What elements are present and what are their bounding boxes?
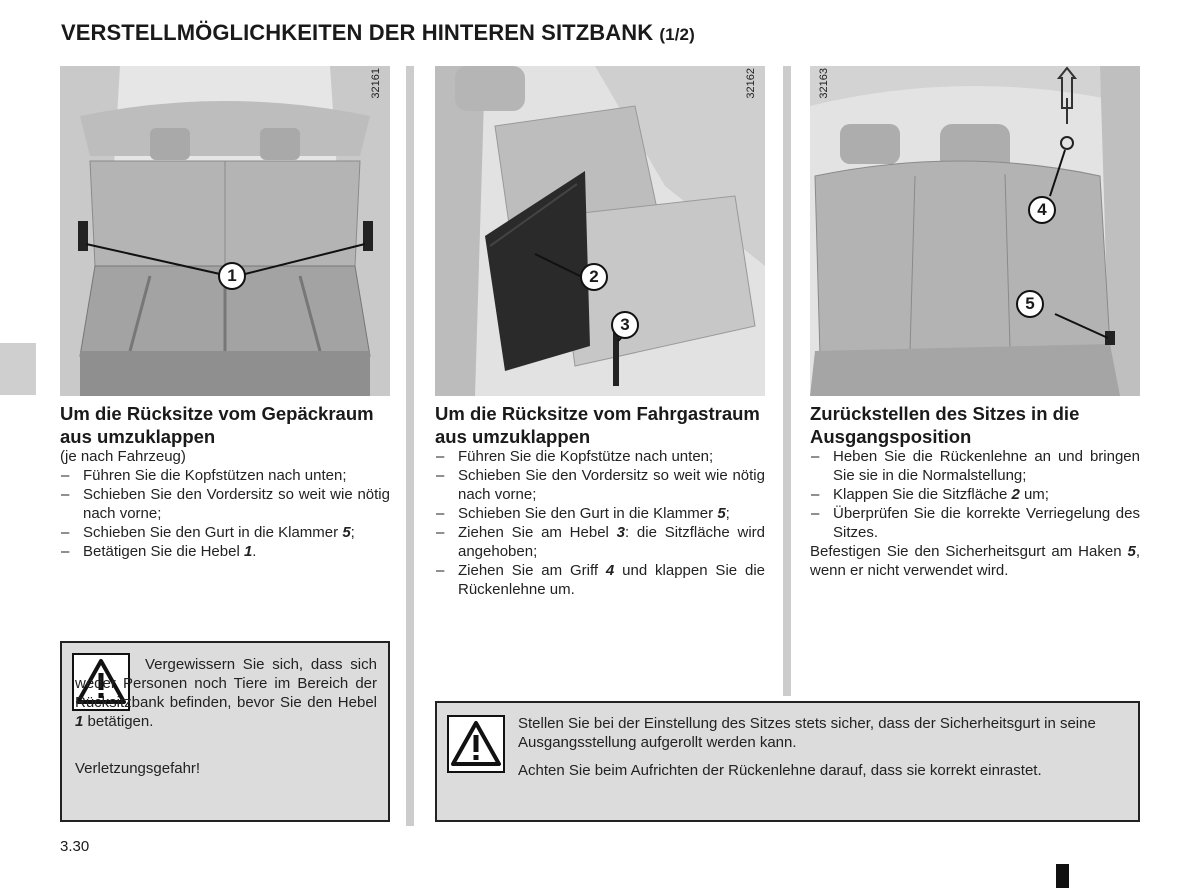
list-item: – Schieben Sie den Vordersitz so weit wie nötig nach vorne;: [435, 466, 765, 504]
section-2-title: Um die Rücksitze vom Fahrgastraum aus umzuklappen: [435, 403, 760, 447]
list-item: – Schieben Sie den Gurt in die Klammer 5;: [435, 504, 765, 523]
warning-1-text: Vergewissern Sie sich, dass sich weder Personen noch Tiere im Bereich der Rücksitzbank befinden, bevor Sie den Hebel 1 betätigen.: [75, 656, 377, 730]
image-code: 32161: [370, 68, 382, 99]
section-1-body: [60, 447, 390, 561]
list-item: – Schieben Sie den Gurt in die Klammer 5;: [60, 523, 390, 542]
list-item: – Klappen Sie die Sitzfläche 2 um;: [810, 485, 1140, 504]
section-3-title: Zurückstellen des Sitzes in die Ausgangsposition: [810, 403, 1080, 447]
luggage-compartment-illustration: [60, 66, 390, 396]
list-item: – Führen Sie die Kopfstützen nach unten;: [60, 466, 390, 485]
section-2-body: [435, 447, 765, 599]
section-1-note: (je nach Fahrzeug): [60, 448, 186, 465]
warning-1-text2: Verletzungsgefahr!: [75, 760, 201, 777]
section-3-paragraph: Befestigen Sie den Sicherheitsgurt am Haken 5, wenn er nicht verwendet wird.: [810, 543, 1140, 579]
callout-4: 4: [1028, 196, 1056, 224]
passenger-compartment-illustration: [435, 66, 765, 396]
warning-2-text2: Achten Sie beim Aufrichten der Rückenlehne darauf, dass sie korrekt einrastet.: [518, 762, 1042, 779]
image-code: 32162: [745, 68, 757, 99]
photo-passenger-compartment: [435, 66, 765, 396]
rear-seat-illustration: [810, 66, 1140, 396]
warning-box-2: [435, 701, 1140, 822]
chapter-tab: [0, 343, 36, 395]
photo-luggage-compartment: [60, 66, 390, 396]
callout-5: 5: [1016, 290, 1044, 318]
section-1-steps: [60, 466, 390, 561]
list-item: – Heben Sie die Rückenlehne an und bringen Sie sie in die Normalstellung;: [810, 447, 1140, 485]
section-3-body: [810, 447, 1140, 580]
page-title-text: VERSTELLMÖGLICHKEITEN DER HINTEREN SITZBANK: [61, 20, 654, 45]
callout-3: 3: [611, 311, 639, 339]
warning-box-1: [60, 641, 390, 822]
section-3-steps: [810, 447, 1140, 542]
list-item: – Ziehen Sie am Hebel 3: die Sitzfläche wird angehoben;: [435, 523, 765, 561]
list-item: – Überprüfen Sie die korrekte Verriegelung des Sitzes.: [810, 504, 1140, 542]
list-item: – Ziehen Sie am Griff 4 und klappen Sie die Rückenlehne um.: [435, 561, 765, 599]
column-separator-1: [406, 66, 414, 826]
corner-marker: [1056, 864, 1069, 888]
page-number: 3.30: [60, 838, 90, 855]
photo-rear-seat: [810, 66, 1140, 396]
page-title: [61, 20, 695, 46]
callout-2: 2: [580, 263, 608, 291]
warning-2-text: Stellen Sie bei der Einstellung des Sitzes stets sicher, dass der Sicherheitsgurt in seine Ausgangsstellung aufgerollt werden kann.: [518, 715, 1096, 751]
list-item: – Führen Sie die Kopfstütze nach unten;: [435, 447, 765, 466]
list-item: – Betätigen Sie die Hebel 1.: [60, 542, 390, 561]
callout-1: 1: [218, 262, 246, 290]
section-1-title: Um die Rücksitze vom Gepäckraum aus umzuklappen: [60, 403, 374, 447]
warning-icon: [447, 715, 505, 773]
page-title-suffix: (1/2): [659, 25, 695, 44]
image-code: 32163: [818, 68, 830, 99]
column-separator-2: [783, 66, 791, 696]
section-2-steps: [435, 447, 765, 599]
list-item: – Schieben Sie den Vordersitz so weit wie nötig nach vorne;: [60, 485, 390, 523]
